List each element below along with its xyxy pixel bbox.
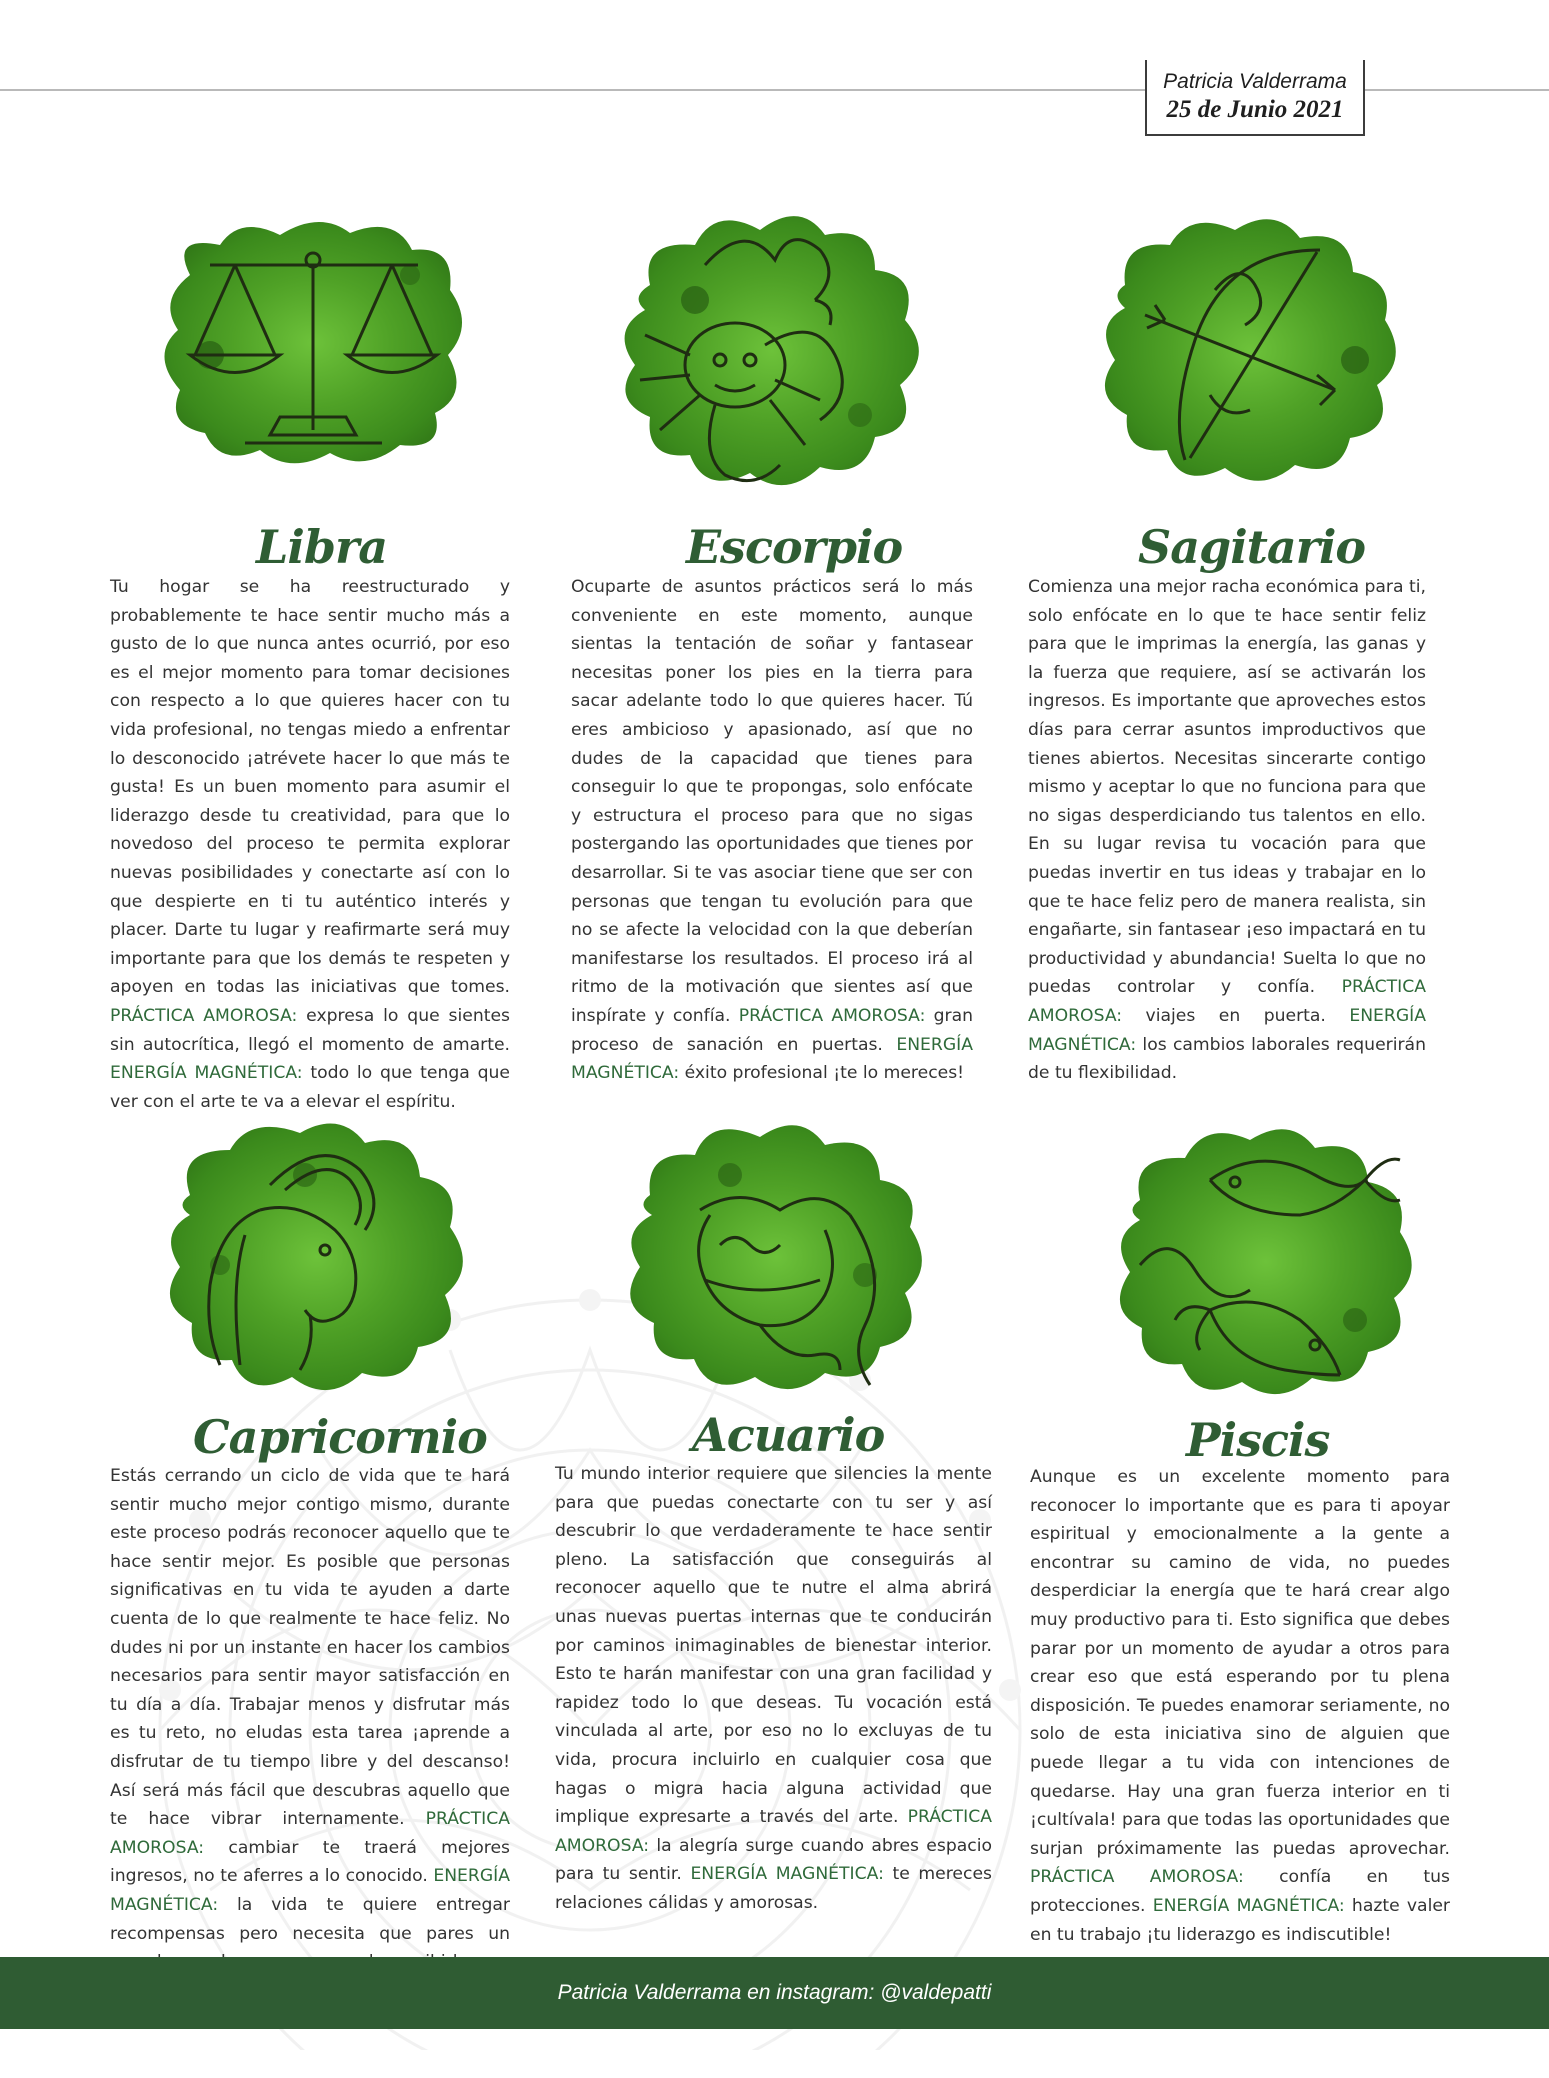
sign-body	[110, 1462, 510, 1977]
love-label: PRÁCTICA AMOROSA:	[1028, 977, 1426, 1026]
horoscope-text: Comienza una mejor racha económica para ti, solo enfócate en lo que te hace sentir feliz para que le imprimas la energía, las ganas y la fuerza que requiere, así se activarán los ingresos. Es importante que aproveches estos días para cerrar asuntos improductivos que tienes abiertos. Necesitas sincerarte contigo mismo y aceptar lo que no funciona para que no sigas desperdiciando tus talentos en ello. En su lugar revisa tu vocación para que puedas invertir en tus ideas y trabajar en lo que te hace feliz pero de manera realista, sin engañarte, sin fantasear ¡eso impactará en tu productividad y abundancia! Suelta lo que no puedas controlar y confía.	[1028, 577, 1426, 998]
water-jar-icon	[610, 1115, 940, 1400]
energy-label: ENERGÍA MAGNÉTICA:	[110, 1063, 303, 1084]
byline-box	[1145, 60, 1365, 136]
energy-label: ENERGÍA MAGNÉTICA:	[1152, 1895, 1345, 1916]
energy-label: ENERGÍA MAGNÉTICA:	[690, 1864, 884, 1885]
footer-instagram-credit: Patricia Valderrama en instagram: @valdepatti	[557, 1981, 992, 2004]
love-label: PRÁCTICA AMOROSA:	[110, 1005, 298, 1026]
love-label: PRÁCTICA AMOROSA:	[738, 1005, 926, 1026]
love-label: PRÁCTICA AMOROSA:	[110, 1809, 510, 1858]
love-label: PRÁCTICA AMOROSA:	[1030, 1867, 1244, 1888]
love-text: expresa lo que sientes sin autocrítica, llegó el momento de amarte.	[110, 1005, 510, 1055]
love-text: viajes en puerta.	[1145, 1005, 1326, 1026]
horoscope-text: Ocuparte de asuntos prácticos será lo más conveniente en este momento, aunque sientas la tentación de soñar y fantasear necesitas poner los pies en la tierra para sacar adelante todo lo que quieres hacer. Tú eres ambicioso y apasionado, así que no dudes de la capacidad que tienes para conseguir lo que te propongas, solo enfócate y estructura el proceso para que no sigas postergando las oportunidades que tienes por desarrollar. Si te vas asociar tiene que ser con personas que tengan tu evolución para que no se afecte la velocidad con la que deberían manifestarse los resultados. El proceso irá al ritmo de la motivación que sientes así que inspírate y confía.	[571, 577, 973, 1026]
love-label: PRÁCTICA AMOROSA:	[555, 1807, 992, 1856]
energy-text: la vida te quiere entregar recompensas pero necesita que pares un	[110, 1894, 510, 1944]
horoscope-text: Estás cerrando un ciclo de vida que te hará sentir mucho mejor contigo mismo, durante este proceso podrás reconocer aquello que te hace sentir mejor. Es posible que personas significativas en tu vida te ayuden a darte cuenta de lo que realmente te hace feliz. No dudes ni por un instante en hacer los cambios necesarios para sentir mayor satisfacción en tu día a día. Trabajar menos y disfrutar más es tu reto, no eludas esta tarea ¡aprende a disfrutar de tu tiempo libre y del descanso! Así será más fácil que descubras aquello que te hace vibrar internamente.	[110, 1466, 510, 1830]
sign-body	[1030, 1463, 1450, 1949]
sign-body	[571, 573, 973, 1088]
energy-label: ENERGÍA MAGNÉTICA:	[1028, 1005, 1427, 1055]
love-text: gran proceso de sanación en puertas.	[571, 1005, 974, 1055]
sign-title: Escorpio	[686, 520, 903, 574]
sign-title: Libra	[256, 520, 388, 574]
horoscope-text: Aunque es un excelente momento para reconocer lo importante que es para ti apoyar espiritual y emocionalmente a la gente a encontrar su camino de vida, no puedes desperdiciar la energía que te hará crear algo muy productivo para ti. Esto significa que debes parar por un momento de ayudar a otros para crear eso que está esperando por tu plena disposición. Te puedes enamorar seriamente, no solo de esta iniciativa sino de alguien que puede llegar a tu vida con intenciones de quedarse. Hay una gran fuerza interior en ti ¡cultívala! para que todas las oportunidades que surjan próximamente las puedas aprovechar.	[1030, 1467, 1450, 1859]
byline-date: 25 de Junio 2021	[1166, 96, 1344, 123]
energy-text: todo lo que tenga que ver con el arte te va a elevar el espíritu.	[110, 1063, 511, 1112]
goat-head-icon	[150, 1115, 480, 1405]
energy-label: ENERGÍA MAGNÉTICA:	[110, 1866, 510, 1915]
footer-bar	[0, 1957, 1549, 2029]
love-text: cambiar te traerá mejores ingresos, no te aferres a lo conocido.	[110, 1837, 510, 1887]
sign-body	[555, 1460, 992, 1918]
sign-title: Piscis	[1186, 1413, 1330, 1467]
energy-text: éxito profesional ¡te lo mereces!	[684, 1063, 965, 1084]
love-text: la alegría surge cuando abres espacio para tu sentir.	[555, 1835, 993, 1885]
byline-author: Patricia Valderrama	[1163, 70, 1347, 93]
sign-body	[1028, 573, 1426, 1088]
energy-text: los cambios laborales requerirán de tu flexibilidad.	[1028, 1034, 1426, 1084]
energy-text: hazte valer en tu trabajo ¡tu liderazgo es indiscutible!	[1030, 1895, 1450, 1945]
horoscope-text: Tu mundo interior requiere que silencies la mente para que puedas conectarte con tu ser y así descubrir lo que verdaderamente te hace sentir pleno. La satisfacción que conseguirás al reconocer aquello que te nutre el alma abrirá unas nuevas puertas internas que te conducirán por caminos inimaginables de bienestar interior. Esto te harán manifestar con una gran facilidad y rapidez todo lo que deseas. Tu vocación está vinculada al arte, por eso no lo excluyas de tu vida, procura incluirlo en cualquier cosa que hagas o migra hacia alguna actividad que implique expresarte a través del arte.	[555, 1464, 992, 1828]
scorpion-icon	[605, 205, 935, 505]
love-text: confía en tus protecciones.	[1030, 1867, 1451, 1916]
energy-text: te mereces relaciones cálidas y amorosas.	[555, 1864, 992, 1913]
sign-body	[110, 573, 510, 1116]
sign-title: Sagitario	[1138, 520, 1366, 574]
libra-scales-icon	[150, 205, 480, 480]
sign-title: Acuario	[692, 1408, 885, 1462]
energy-label: ENERGÍA MAGNÉTICA:	[571, 1034, 973, 1084]
archer-bow-icon	[1085, 210, 1415, 495]
sign-title: Capricornio	[193, 1410, 487, 1464]
two-fish-icon	[1100, 1120, 1430, 1415]
horoscope-text: Tu hogar se ha reestructurado y probablemente te hace sentir mucho más a gusto de lo que nunca antes ocurrió, por eso es el mejor momento para tomar decisiones con respecto a lo que quieres hacer con tu vida profesional, no tengas miedo a enfrentar lo desconocido ¡atrévete hacer lo que más te gusta! Es un buen momento para asumir el liderazgo desde tu creatividad, para que lo novedoso del proceso te permita explorar nuevas posibilidades y conectarte así con lo que despierte en ti tu auténtico interés y placer. Darte tu lugar y reafirmarte será muy importante para que los demás te respeten y apoyen en todas las iniciativas que tomes.	[110, 577, 510, 998]
